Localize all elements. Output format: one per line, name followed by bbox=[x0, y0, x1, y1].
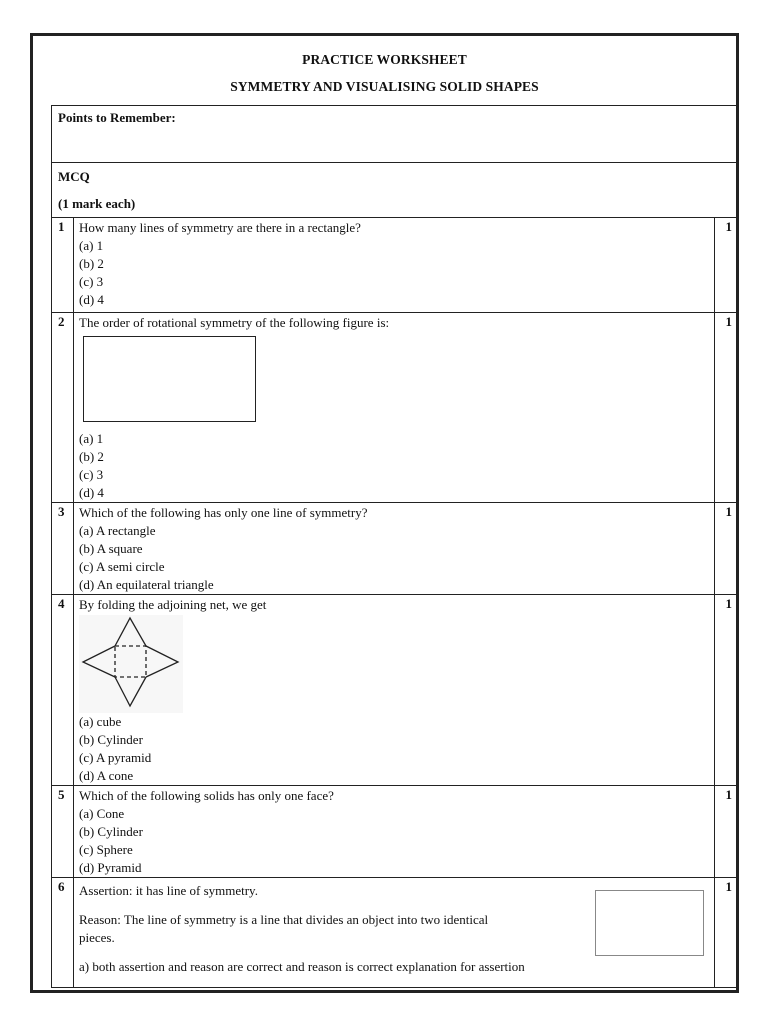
question-marks: 1 bbox=[715, 218, 737, 313]
question-row bbox=[52, 503, 737, 595]
option-b: (b) Cylinder bbox=[79, 824, 143, 839]
points-to-remember: Points to Remember: bbox=[52, 106, 737, 163]
figure-placeholder-box bbox=[595, 890, 704, 956]
worksheet-subtitle: SYMMETRY AND VISUALISING SOLID SHAPES bbox=[230, 79, 539, 94]
option-b: (b) 2 bbox=[79, 256, 104, 271]
worksheet-table bbox=[51, 105, 737, 988]
question-row bbox=[52, 313, 737, 503]
question-text: By folding the adjoining net, we get bbox=[79, 597, 267, 612]
option-c: (c) 3 bbox=[79, 467, 104, 482]
option-a: (a) 1 bbox=[79, 238, 104, 253]
option-d: (d) 4 bbox=[79, 485, 104, 500]
remember-row bbox=[52, 106, 737, 163]
question-number: 6 bbox=[52, 878, 74, 988]
worksheet-title: PRACTICE WORKSHEET bbox=[302, 52, 467, 67]
question-number: 4 bbox=[52, 595, 74, 786]
pyramid-net-figure bbox=[79, 615, 183, 713]
option-d: (d) A cone bbox=[79, 768, 134, 783]
question-number: 1 bbox=[52, 218, 74, 313]
question-number: 5 bbox=[52, 786, 74, 878]
option-a: (a) cube bbox=[79, 714, 122, 729]
option-d: (d) Pyramid bbox=[79, 860, 142, 875]
question-row bbox=[52, 786, 737, 878]
reason-text-line1: Reason: The line of symmetry is a line that divides an object into two identical bbox=[79, 912, 489, 927]
option-b: (b) 2 bbox=[79, 449, 104, 464]
option-a: (a) Cone bbox=[79, 806, 125, 821]
question-number: 3 bbox=[52, 503, 74, 595]
rectangle-figure bbox=[83, 336, 256, 422]
option-c: (c) A semi circle bbox=[79, 559, 165, 574]
question-row bbox=[52, 878, 737, 988]
question-marks: 1 bbox=[715, 313, 737, 503]
question-row bbox=[52, 595, 737, 786]
option-d: (d) 4 bbox=[79, 292, 104, 307]
option-b: (b) Cylinder bbox=[79, 732, 143, 747]
assertion-text: Assertion: it has line of symmetry. bbox=[79, 883, 258, 898]
option-d: (d) An equilateral triangle bbox=[79, 577, 214, 592]
question-number: 2 bbox=[52, 313, 74, 503]
question-marks: 1 bbox=[715, 786, 737, 878]
question-row bbox=[52, 218, 737, 313]
question-text: The order of rotational symmetry of the following figure is: bbox=[79, 315, 390, 330]
option-a: (a) A rectangle bbox=[79, 523, 156, 538]
question-text: Which of the following has only one line of symmetry? bbox=[79, 505, 368, 520]
option-c: (c) A pyramid bbox=[79, 750, 152, 765]
option-a: (a) 1 bbox=[79, 431, 104, 446]
section-heading: MCQ bbox=[58, 169, 90, 184]
question-marks: 1 bbox=[715, 878, 737, 988]
question-marks: 1 bbox=[715, 595, 737, 786]
marks-note: (1 mark each) bbox=[58, 196, 136, 211]
reason-text-line2: pieces. bbox=[79, 930, 115, 945]
option-c: (c) Sphere bbox=[79, 842, 133, 857]
option-c: (c) 3 bbox=[79, 274, 104, 289]
option-b: (b) A square bbox=[79, 541, 143, 556]
question-text: Which of the following solids has only one face? bbox=[79, 788, 334, 803]
question-marks: 1 bbox=[715, 503, 737, 595]
option-a: a) both assertion and reason are correct and reason is correct explanation for assertion bbox=[79, 959, 525, 974]
question-text: How many lines of symmetry are there in a rectangle? bbox=[79, 220, 361, 235]
mcq-header-row bbox=[52, 163, 737, 218]
